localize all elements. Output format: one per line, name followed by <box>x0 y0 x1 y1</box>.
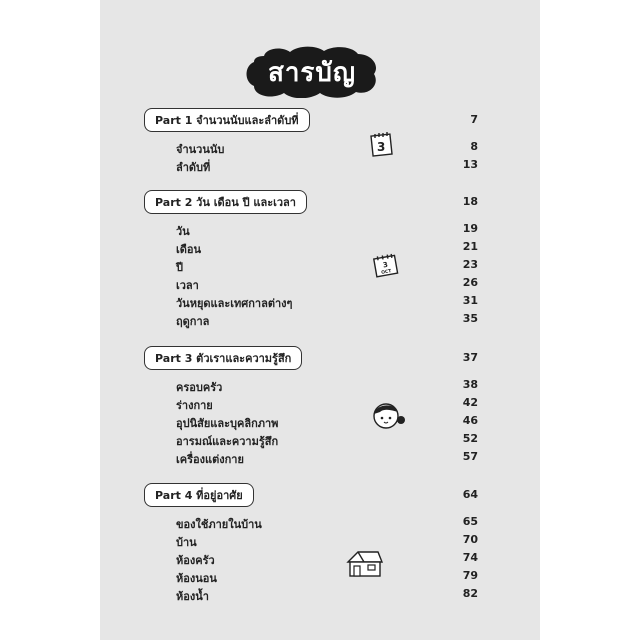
toc-entry[interactable] <box>176 378 478 396</box>
house-icon <box>344 548 384 578</box>
part-heading[interactable]: Part 4 ที่อยู่อาศัย <box>144 483 254 507</box>
entry-page: 13 <box>462 158 478 171</box>
entry-page: 35 <box>462 312 478 325</box>
part-page-number: 37 <box>462 351 478 364</box>
part-page-number: 64 <box>462 488 478 501</box>
entry-page: 74 <box>462 551 478 564</box>
part-heading[interactable]: Part 1 จำนวนนับและลำดับที่ <box>144 108 310 132</box>
toc-entry[interactable] <box>176 533 478 551</box>
page-title: สารบัญ <box>267 57 357 88</box>
toc-entry[interactable] <box>176 515 478 533</box>
entry-page: 31 <box>462 294 478 307</box>
part-heading[interactable]: Part 3 ตัวเราและความรู้สึก <box>144 346 302 370</box>
entry-page: 21 <box>462 240 478 253</box>
toc-entry[interactable] <box>176 396 478 414</box>
entry-page: 42 <box>462 396 478 409</box>
entry-label: ร่างกาย <box>176 399 213 412</box>
entry-page: 46 <box>462 414 478 427</box>
toc-entry[interactable] <box>176 258 478 276</box>
title-badge <box>246 46 378 98</box>
svg-text:3: 3 <box>382 260 389 270</box>
entry-page: 8 <box>470 140 478 153</box>
entry-label: ห้องน้ำ <box>176 590 209 603</box>
calendar-3-icon <box>370 131 394 157</box>
entry-label: เครื่องแต่งกาย <box>176 453 244 466</box>
svg-text:3: 3 <box>377 140 386 154</box>
entry-label: ของใช้ภายในบ้าน <box>176 518 262 531</box>
entry-label: บ้าน <box>176 536 197 549</box>
toc-entry[interactable] <box>176 294 478 312</box>
entry-page: 79 <box>462 569 478 582</box>
entry-label: อุปนิสัยและบุคลิกภาพ <box>176 417 279 430</box>
entry-label: จำนวนนับ <box>176 143 225 156</box>
toc-entry[interactable] <box>176 312 478 330</box>
entry-page: 26 <box>462 276 478 289</box>
toc-entry[interactable] <box>176 158 478 176</box>
entry-label: ปี <box>176 261 183 274</box>
entry-page: 82 <box>462 587 478 600</box>
entry-label: ลำดับที่ <box>176 161 211 174</box>
entry-label: อารมณ์และความรู้สึก <box>176 435 279 448</box>
toc-entry[interactable] <box>176 587 478 605</box>
entry-page: 38 <box>462 378 478 391</box>
toc-entry[interactable] <box>176 432 478 450</box>
entry-label: เวลา <box>176 279 199 292</box>
entry-page: 65 <box>462 515 478 528</box>
toc-entry[interactable] <box>176 414 478 432</box>
entry-page: 19 <box>462 222 478 235</box>
toc-entry[interactable] <box>176 551 478 569</box>
toc-entry[interactable] <box>176 222 478 240</box>
entry-label: วัน <box>176 225 190 238</box>
toc-entry[interactable] <box>176 569 478 587</box>
entry-page: 70 <box>462 533 478 546</box>
calendar-3-oct-icon <box>372 252 400 278</box>
entry-label: ฤดูกาล <box>176 315 210 328</box>
svg-text:OCT: OCT <box>380 269 392 276</box>
entry-page: 57 <box>462 450 478 463</box>
entry-page: 52 <box>462 432 478 445</box>
toc-entry[interactable] <box>176 276 478 294</box>
toc-entry[interactable] <box>176 450 478 468</box>
entry-label: ห้องครัว <box>176 554 215 567</box>
entry-label: เดือน <box>176 243 202 256</box>
toc-page <box>100 0 540 640</box>
entry-label: ห้องนอน <box>176 572 217 585</box>
entry-label: วันหยุดและเทศกาลต่างๆ <box>176 297 293 310</box>
part-page-number: 7 <box>470 113 478 126</box>
part-heading[interactable]: Part 2 วัน เดือน ปี และเวลา <box>144 190 307 214</box>
part-page-number: 18 <box>462 195 478 208</box>
toc-entry[interactable] <box>176 240 478 258</box>
toc-entry[interactable] <box>176 140 478 158</box>
girl-face-icon <box>372 400 406 430</box>
entry-page: 23 <box>462 258 478 271</box>
entry-label: ครอบครัว <box>176 381 223 394</box>
